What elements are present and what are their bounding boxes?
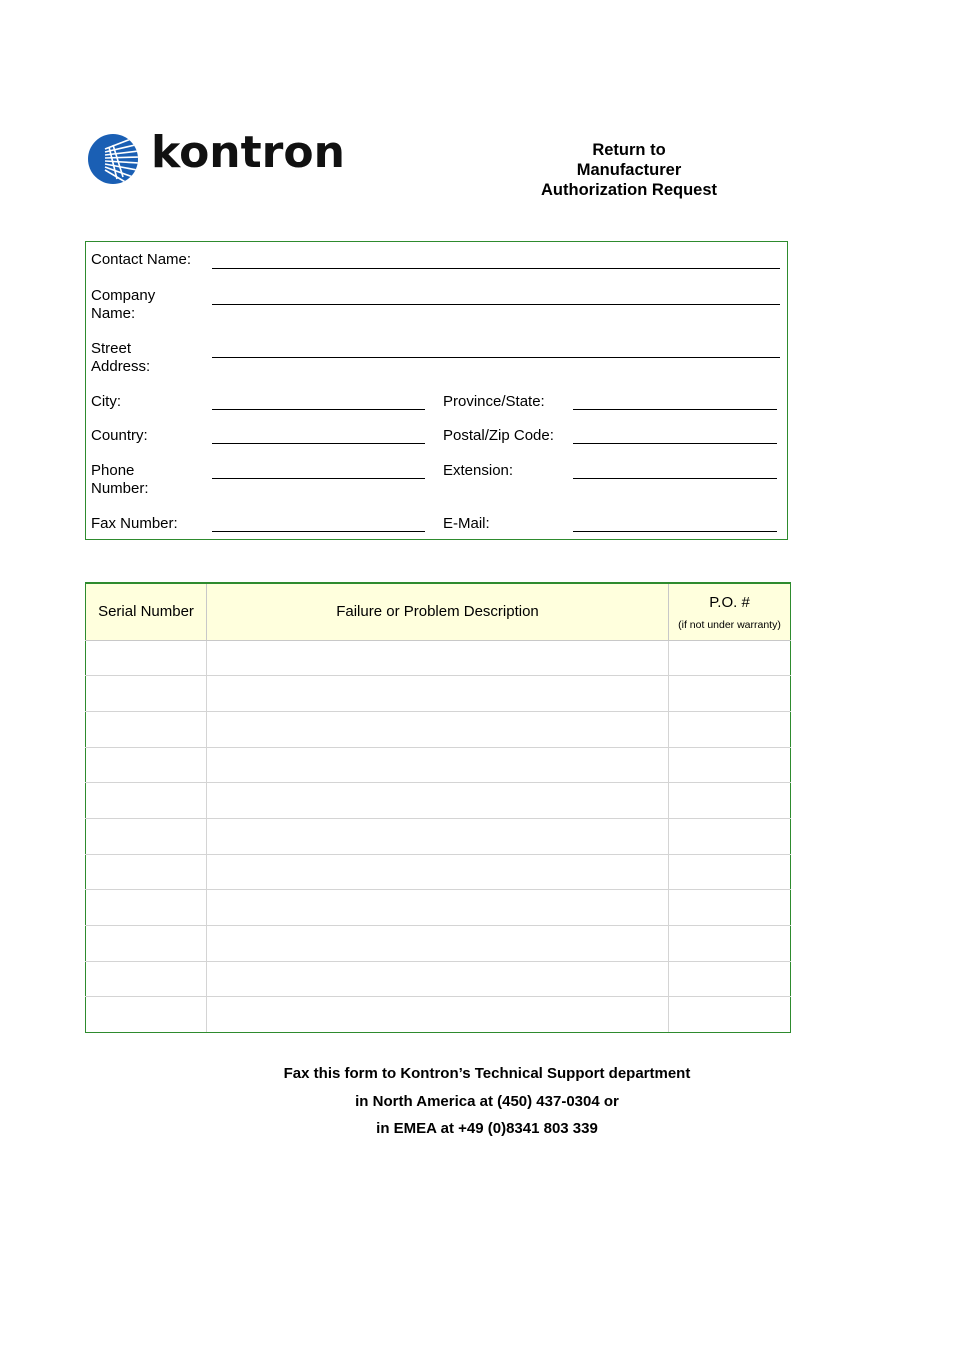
kontron-wordmark: kontron (151, 127, 345, 178)
phone-number-field[interactable] (212, 478, 425, 479)
fax-instruction-line: in EMEA at +49 (0)8341 803 339 (376, 1120, 598, 1137)
serial-number-cell[interactable] (86, 854, 207, 890)
email-label: E-Mail: (443, 515, 490, 532)
title-line: Return to (592, 141, 666, 159)
title-line: Manufacturer (576, 161, 682, 179)
table-row (86, 818, 791, 854)
description-cell[interactable] (207, 997, 669, 1033)
po-cell[interactable] (669, 783, 791, 819)
fax-instruction-line: in North America at (450) 437-0304 or (355, 1092, 619, 1110)
po-cell[interactable] (669, 926, 791, 962)
description-cell[interactable] (207, 640, 669, 676)
description-cell[interactable] (207, 676, 669, 712)
description-cell[interactable] (207, 926, 669, 962)
contact-name-field[interactable] (212, 268, 780, 269)
serial-number-cell[interactable] (86, 783, 207, 819)
return-items-table (85, 582, 791, 1033)
table-row (86, 961, 791, 997)
serial-number-cell[interactable] (86, 818, 207, 854)
form-title (520, 140, 738, 200)
po-header-note: (if not under warranty) (678, 619, 781, 632)
serial-number-cell[interactable] (86, 961, 207, 997)
province-state-field[interactable] (573, 409, 777, 410)
serial-number-cell[interactable] (86, 676, 207, 712)
serial-number-header: Serial Number (86, 583, 207, 640)
table-row (86, 890, 791, 926)
street-address-field[interactable] (212, 357, 780, 358)
po-cell[interactable] (669, 854, 791, 890)
postal-zip-label: Postal/Zip Code: (443, 427, 554, 444)
contact-name-label: Contact Name: (91, 251, 192, 268)
country-label: Country: (91, 427, 148, 444)
country-field[interactable] (212, 443, 425, 444)
serial-number-cell[interactable] (86, 997, 207, 1033)
table-row (86, 640, 791, 676)
kontron-logo (87, 127, 347, 189)
po-cell[interactable] (669, 890, 791, 926)
description-cell[interactable] (207, 711, 669, 747)
city-field[interactable] (212, 409, 425, 410)
table-header-row (86, 583, 791, 640)
description-header: Failure or Problem Description (207, 583, 669, 640)
contact-info-section (85, 241, 788, 540)
po-cell[interactable] (669, 747, 791, 783)
description-cell[interactable] (207, 818, 669, 854)
extension-label: Extension: (443, 462, 514, 479)
fax-number-label: Fax Number: (91, 515, 178, 532)
po-cell[interactable] (669, 711, 791, 747)
table-row (86, 676, 791, 712)
fax-number-field[interactable] (212, 531, 425, 532)
po-header-label: P.O. # (709, 594, 750, 612)
po-header (669, 583, 791, 640)
title-line: Authorization Request (541, 181, 717, 199)
serial-number-cell[interactable] (86, 926, 207, 962)
email-field[interactable] (573, 531, 777, 532)
description-cell[interactable] (207, 961, 669, 997)
table-row (86, 854, 791, 890)
city-label: City: (91, 393, 121, 410)
fax-instructions (200, 1060, 774, 1143)
serial-number-cell[interactable] (86, 890, 207, 926)
po-cell[interactable] (669, 997, 791, 1033)
po-cell[interactable] (669, 640, 791, 676)
description-cell[interactable] (207, 854, 669, 890)
serial-number-cell[interactable] (86, 747, 207, 783)
description-cell[interactable] (207, 747, 669, 783)
table-row (86, 997, 791, 1033)
table-row (86, 783, 791, 819)
street-address-label: Street Address: (91, 340, 151, 375)
table-row (86, 747, 791, 783)
extension-field[interactable] (573, 478, 777, 479)
company-name-field[interactable] (212, 304, 780, 305)
table-row (86, 926, 791, 962)
company-name-label: Company Name: (91, 287, 156, 322)
po-cell[interactable] (669, 676, 791, 712)
serial-number-cell[interactable] (86, 711, 207, 747)
description-cell[interactable] (207, 783, 669, 819)
po-cell[interactable] (669, 961, 791, 997)
kontron-globe-icon (87, 133, 139, 185)
phone-number-label: Phone Number: (91, 462, 149, 497)
po-cell[interactable] (669, 818, 791, 854)
description-cell[interactable] (207, 890, 669, 926)
serial-number-cell[interactable] (86, 640, 207, 676)
table-row (86, 711, 791, 747)
province-state-label: Province/State: (443, 393, 545, 410)
postal-zip-field[interactable] (573, 443, 777, 444)
fax-instruction-line: Fax this form to Kontron’s Technical Support department (283, 1065, 691, 1082)
